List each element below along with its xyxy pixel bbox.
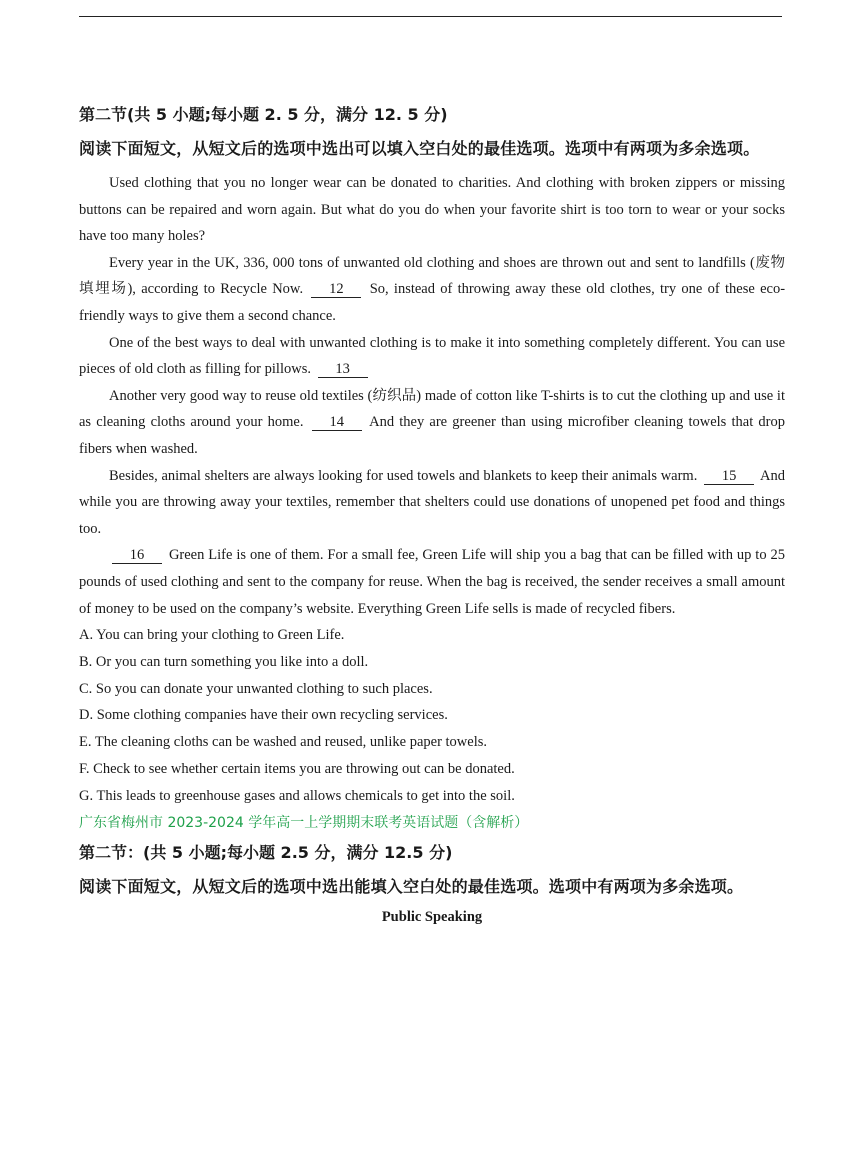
paragraph-text: Used clothing that you no longer wear can be donated to charities. And clothing with broken zippers or missing buttons can be repaired and worn again. But what do you do when your favorite shirt is too torn to wear or your socks have too many holes?	[79, 175, 785, 245]
option-g: G. This leads to greenhouse gases and allows chemicals to get into the soil.	[79, 787, 515, 804]
option-f: F. Check to see whether certain items you are throwing out can be donated.	[79, 761, 515, 778]
passage-paragraph-2	[79, 250, 785, 330]
source-line: 广东省梅州市 2023-2024 学年高一上学期期末联考英语试题（含解析）	[79, 814, 529, 831]
option-b: B. Or you can turn something you like into a doll.	[79, 653, 369, 670]
paragraph-text: Besides, animal shelters are always looking for used towels and blankets to keep their animals warm.	[109, 467, 698, 484]
paragraph-text: And while you are throwing away your textiles, remember that shelters could use donations of unopened pet food and things too.	[79, 467, 785, 537]
section-instruction: 阅读下面短文，从短文后的选项中选出可以填入空白处的最佳选项。选项中有两项为多余选项。	[79, 139, 760, 158]
paragraph-text: Another very good way to reuse old textiles (纺织品) made of cotton like T-shirts is to cut the clothing up and use it as cleaning cloths around your home.	[79, 387, 785, 431]
paragraph-text: Green Life is one of them. For a small fee, Green Life will ship you a bag that can be filled with up to 25 pounds of used clothing and sent to the company for reuse. When the bag is received, the sender receives a small amount of money to be used on the company’s website. Everything Green Life sells is made of recycled fibers.	[79, 547, 786, 617]
passage-paragraph-1	[79, 170, 785, 250]
passage-paragraph-6	[79, 542, 785, 622]
section-instruction-2: 阅读下面短文，从短文后的选项中选出能填入空白处的最佳选项。选项中有两项为多余选项。	[79, 876, 744, 896]
passage-paragraph-5	[79, 463, 785, 543]
section-heading-2: 第二节：(共 5 小题;每小题 2.5 分，满分 12.5 分)	[79, 842, 453, 862]
option-e: E. The cleaning cloths can be washed and reused, unlike paper towels.	[79, 734, 488, 751]
blank-13: 13	[318, 362, 368, 378]
blank-16: 16	[112, 548, 162, 564]
header-rule	[79, 16, 782, 17]
blank-12: 12	[311, 282, 361, 298]
section-heading: 第二节(共 5 小题;每小题 2. 5 分，满分 12. 5 分)	[79, 105, 448, 124]
blank-15: 15	[704, 469, 754, 485]
paragraph-text: Every year in the UK, 336, 000 tons of unwanted old clothing and shoes are thrown out and sent to landfills (废物填埋场), according to Recycle Now.	[79, 254, 785, 298]
passage-title: Public Speaking	[381, 908, 483, 925]
page-content	[79, 98, 785, 930]
option-c: C. So you can donate your unwanted clothing to such places.	[79, 680, 433, 697]
options-list	[79, 622, 785, 810]
passage-paragraph-4	[79, 383, 785, 463]
paragraph-text: And they are greener than using microfiber cleaning towels that drop fibers when washed.	[79, 414, 786, 457]
option-d: D. Some clothing companies have their own recycling services.	[79, 707, 448, 724]
blank-14: 14	[312, 415, 362, 431]
option-a: A. You can bring your clothing to Green Life.	[79, 627, 345, 644]
paragraph-text: So, instead of throwing away these old clothes, try one of these eco-friendly ways to give them a second chance.	[79, 281, 786, 324]
passage-paragraph-3	[79, 330, 785, 383]
paragraph-text: One of the best ways to deal with unwanted clothing is to make it into something completely different. You can use pieces of old cloth as filling for pillows.	[79, 334, 785, 378]
